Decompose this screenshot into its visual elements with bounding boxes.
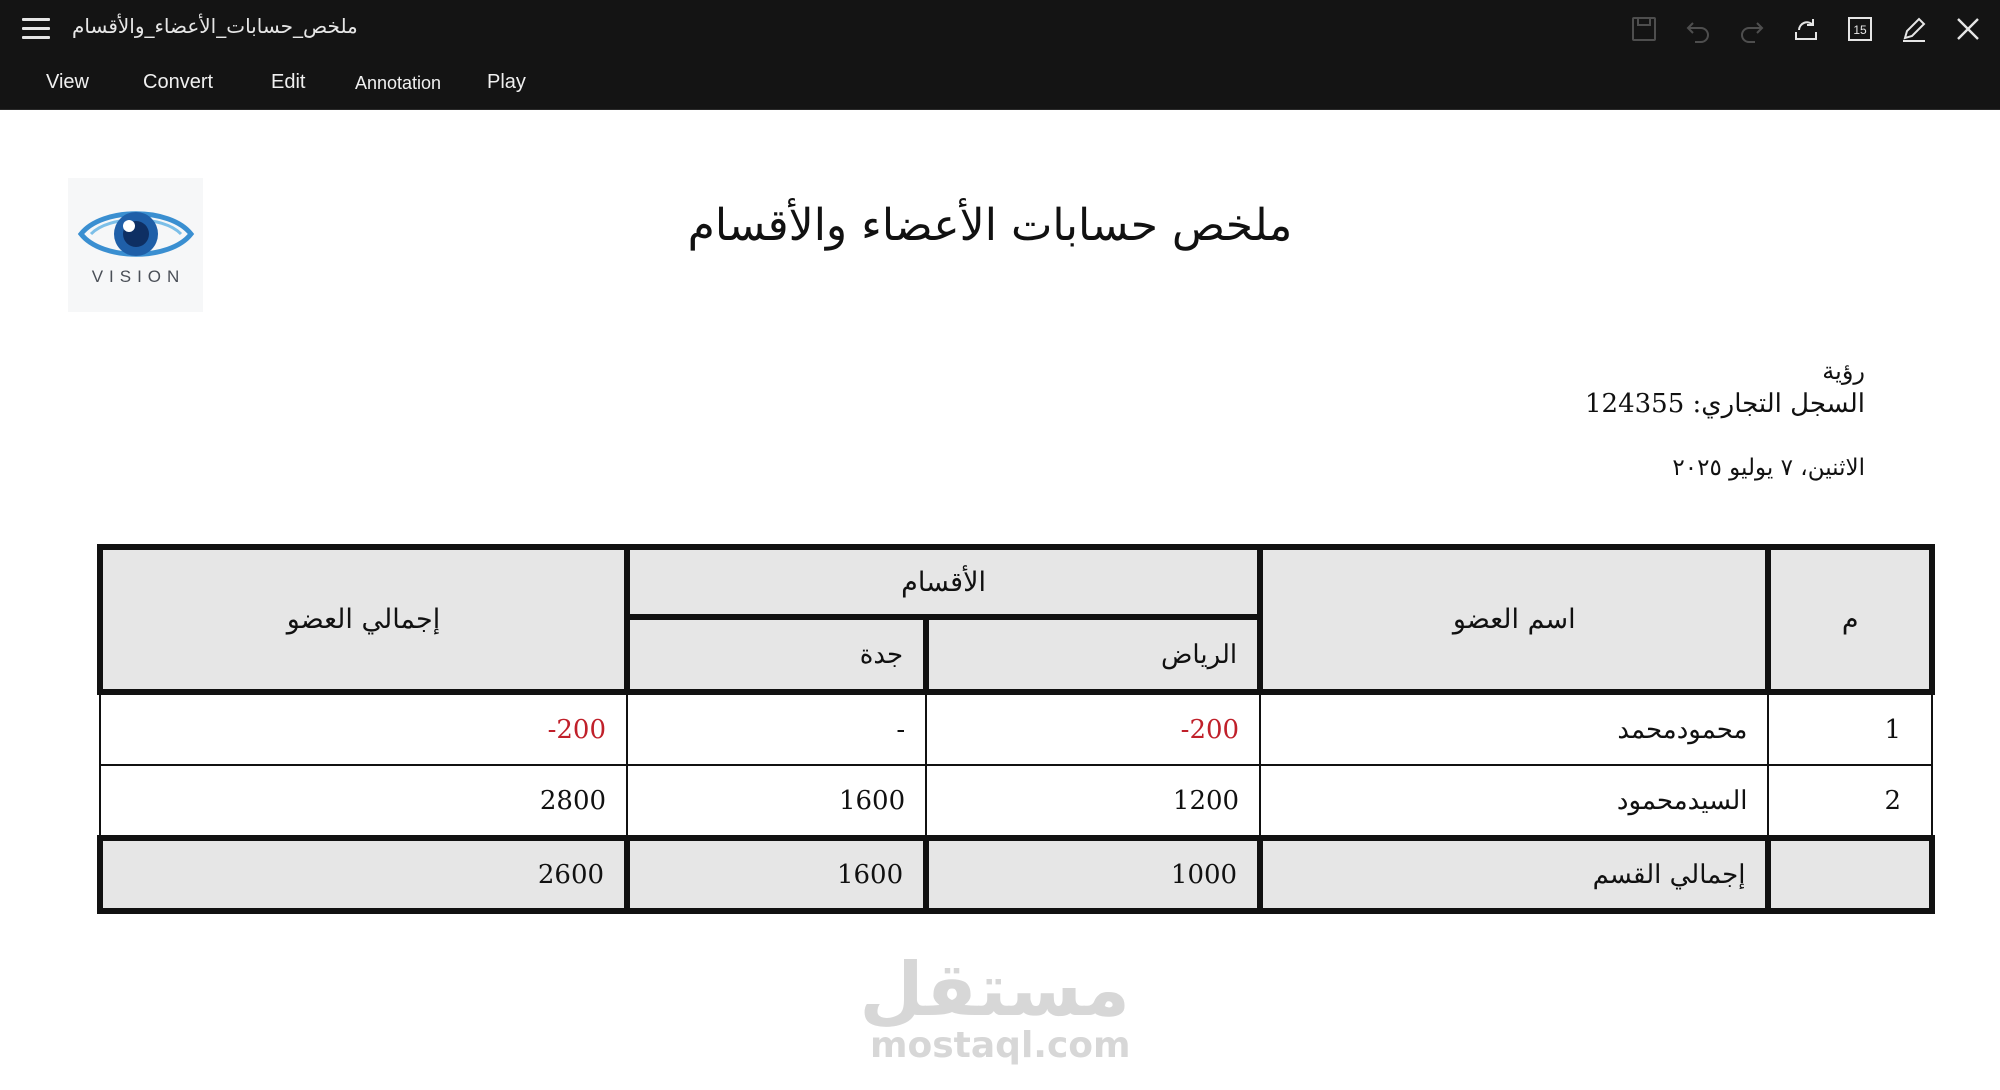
undo-icon <box>1683 14 1713 44</box>
row-index: 1 <box>1768 692 1932 765</box>
close-icon <box>1953 14 1983 44</box>
title-bar <box>0 0 2000 57</box>
menu-play[interactable]: Play <box>487 71 526 93</box>
watermark-arabic: مستقل <box>859 947 1130 1033</box>
total-riyadh: 1000 <box>926 838 1260 911</box>
header-jeddah: جدة <box>627 617 926 692</box>
row-jeddah-value: 1600 <box>627 765 926 838</box>
row-riyadh-value: 1200 <box>926 765 1260 838</box>
redo-icon <box>1737 14 1767 44</box>
row-riyadh-value: -200 <box>926 692 1260 765</box>
logo-text: VISION <box>91 267 186 286</box>
rotate-button[interactable] <box>1786 10 1826 48</box>
pen-icon <box>1899 14 1929 44</box>
report-date: الاثنين، ٧ يوليو ٢٠٢٥ <box>1672 455 1865 481</box>
document-page <box>0 110 2000 1090</box>
total-label: إجمالي القسم <box>1260 838 1768 911</box>
hamburger-menu-icon[interactable] <box>22 18 50 40</box>
redo-button[interactable] <box>1732 10 1772 48</box>
company-info <box>1585 355 1865 421</box>
row-index: 2 <box>1768 765 1932 838</box>
report-title: ملخص حسابات الأعضاء والأقسام <box>687 200 1293 251</box>
total-row <box>100 838 1932 911</box>
row-member-name: السيدمحمود <box>1260 765 1768 838</box>
header-member-name: اسم العضو <box>1260 547 1768 692</box>
page-count-button[interactable] <box>1840 10 1880 48</box>
svg-text:15: 15 <box>1853 23 1867 37</box>
edit-pen-button[interactable] <box>1894 10 1934 48</box>
watermark-latin: mostaql.com <box>870 1025 1131 1066</box>
document-title: ملخص_حسابات_الأعضاء_والأقسام <box>72 14 358 38</box>
total-index-empty <box>1768 838 1932 911</box>
close-button[interactable] <box>1948 10 1988 48</box>
page-count-icon <box>1845 14 1875 44</box>
undo-button[interactable] <box>1678 10 1718 48</box>
rotate-icon <box>1791 14 1821 44</box>
company-name: رؤية <box>1822 357 1865 385</box>
menu-convert[interactable]: Convert <box>143 71 214 93</box>
save-button[interactable] <box>1624 10 1664 48</box>
menu-view[interactable]: View <box>46 71 89 93</box>
header-index: م <box>1768 547 1932 692</box>
menu-edit[interactable]: Edit <box>271 71 306 93</box>
menu-annotation[interactable]: Annotation <box>355 73 442 93</box>
row-member-total: 2800 <box>100 765 627 838</box>
summary-table <box>97 544 1935 914</box>
header-member-total: إجمالي العضو <box>100 547 627 692</box>
row-jeddah-value: - <box>627 692 926 765</box>
header-departments: الأقسام <box>627 547 1260 617</box>
table-row <box>100 692 1932 765</box>
menu-bar <box>0 57 2000 110</box>
total-jeddah: 1600 <box>627 838 926 911</box>
header-riyadh: الرياض <box>926 617 1260 692</box>
row-member-name: محمودمحمد <box>1260 692 1768 765</box>
company-logo <box>68 178 203 312</box>
total-grand: 2600 <box>100 838 627 911</box>
save-icon <box>1629 14 1659 44</box>
eye-logo-icon <box>77 203 195 265</box>
toolbar <box>1624 10 1988 48</box>
commercial-register: السجل التجاري: 124355 <box>1585 389 1865 419</box>
watermark <box>859 947 1131 1066</box>
table-row <box>100 765 1932 838</box>
row-member-total: -200 <box>100 692 627 765</box>
